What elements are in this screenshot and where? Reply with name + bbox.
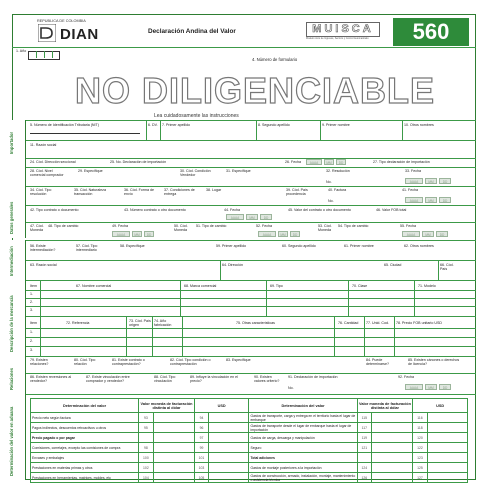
int-ciudad-label: 65. Ciudad [384, 263, 402, 267]
no-diligenciable-watermark: NO DILIGENCIABLE [74, 70, 435, 111]
fecha-52-year[interactable]: AAAA [258, 231, 276, 237]
valor-left-input-b[interactable] [209, 423, 249, 433]
dian-logo-text: DIAN [60, 26, 99, 43]
valor-left-input-a[interactable] [153, 433, 194, 443]
section-intermediacion: Intermediación [12, 240, 26, 280]
canones-label: 85. Existen cánones o derechos de licencia? [408, 358, 460, 366]
tipo-cambio-48-label: 48. Tipo de cambio [48, 224, 79, 228]
tipo-contrato-label: 42. Tipo contrato o documento [30, 208, 79, 212]
th-usd-left: USD [194, 399, 249, 413]
valor-right-input-d[interactable] [427, 453, 467, 463]
valor-right-code-c [357, 453, 371, 463]
ano-label: 1. Año [16, 49, 27, 53]
valor-right-input-d[interactable] [427, 423, 467, 433]
valor-left-code-b: 103 [194, 463, 208, 473]
fecha-92-month[interactable]: MM [425, 384, 437, 390]
fecha-26-label: 26. Fecha [285, 160, 301, 164]
ap2-label: 8. Segundo apellido [258, 123, 290, 127]
valor-row [31, 433, 468, 443]
item-2b: 2. [30, 339, 33, 343]
valor-right-input-d[interactable] [427, 433, 467, 443]
valor-right-label: Gastos de carga, descarga y manipulación [249, 433, 357, 443]
cantidad-header: 76. Cantidad [338, 321, 359, 325]
valor-row [31, 423, 468, 433]
valor-left-label: Comisiones, corretajes, excepto las comisiones de compra [31, 443, 139, 453]
valores-criterio-label: 90. Existen valores criterio? [254, 375, 280, 383]
fecha-33-label: 33. Fecha [405, 169, 421, 173]
valor-right-code-c: 121 [357, 443, 371, 453]
valor-right-input-c[interactable] [372, 443, 413, 453]
valor-left-label: Prestaciones en materias primas y otros [31, 463, 139, 473]
precio-fob-header: 78. Precio FOB unitario USD [396, 321, 442, 325]
valor-right-label: Gastos de transporte desde el lugar de embarque hasta el lugar de importación [249, 423, 357, 433]
valor-table [30, 398, 468, 483]
especifique-58-label: 58. Especifique [120, 244, 145, 248]
otras-caracteristicas-header: 75. Otras características [236, 321, 275, 325]
valor-left-label: Envases y embalajes [31, 453, 139, 463]
moneda-53-label: 53. Cód. Moneda [318, 224, 332, 232]
nit-label: 5. Número de Identificación Tributaria (NIT) [30, 123, 99, 127]
valor-left-code-a: 104 [139, 473, 153, 483]
n1-label: 9. Primer nombre [322, 123, 350, 127]
fecha-49-year[interactable]: AAAA [112, 231, 130, 237]
tipo-vinculacion-label: 88. Cód. Tipo vinculación [154, 375, 176, 383]
valor-left-input-b[interactable] [209, 473, 249, 483]
form-number-badge: 560 [393, 18, 469, 46]
muisca-wordmark: MUISCA [306, 22, 380, 37]
valor-right-input-d[interactable] [427, 413, 467, 423]
especifique-83-label: 83. Especifique [226, 358, 251, 362]
resolucion-no-label: No. [326, 180, 332, 184]
valor-left-input-b[interactable] [209, 453, 249, 463]
valor-left-code-b: 105 [194, 473, 208, 483]
section-datos-generales: Datos generales [12, 158, 26, 238]
valor-left-code-a: 95 [139, 423, 153, 433]
section-importador: Importador [12, 120, 26, 158]
valor-right-input-c[interactable] [372, 463, 413, 473]
valor-right-input-c[interactable] [372, 423, 413, 433]
int-pais-label: 66. Cód. País [440, 263, 454, 271]
puede-determinarse-label: 84. Puede determinarse? [366, 358, 389, 366]
nit-field[interactable] [30, 130, 140, 134]
valor-left-label: Pagos indirectos, descuentos retroactivos u otros [31, 423, 139, 433]
fecha-44-day[interactable]: DD [260, 214, 272, 220]
instructions-note: Lea cuidadosamente las instrucciones [154, 113, 239, 119]
valor-left-input-b[interactable] [209, 443, 249, 453]
fecha-92-label: 92. Fecha [398, 375, 414, 379]
fecha-52-month[interactable]: MM [278, 231, 288, 237]
int-n2-label: 62. Otros nombres [404, 244, 434, 248]
valor-right-code-d: 116 [413, 413, 427, 423]
dir-seccional-label: 24. Cód. Dirección seccional [30, 160, 76, 164]
valor-left-label: Precio neto según factura [31, 413, 139, 423]
fecha-92-day[interactable]: DD [439, 384, 451, 390]
nivel-comercial-label: 28. Cód. Nivel comercial comprador [30, 169, 64, 177]
numero-contrato-label: 43. Número contrato o otro documento [124, 208, 186, 212]
valor-right-code-c: 126 [357, 473, 371, 483]
valor-right-input-d[interactable] [427, 473, 467, 483]
valor-row [31, 443, 468, 453]
especifique-29-label: 29. Especifique [78, 169, 103, 173]
valor-left-code-b: 97 [194, 433, 208, 443]
fecha-49-label: 49. Fecha [112, 224, 128, 228]
fecha-33-day[interactable]: DD [439, 178, 451, 184]
valor-left-input-b[interactable] [209, 463, 249, 473]
int-ap1-label: 59. Primer apellido [216, 244, 246, 248]
unidad-header: 77. Unid. Cod. [366, 321, 389, 325]
valor-left-code-a: 100 [139, 453, 153, 463]
forma-envio-label: 36. Cód. Forma de envío [124, 188, 154, 196]
fecha-55-year[interactable]: AAAA [402, 231, 420, 237]
item-3b: 3. [30, 348, 33, 352]
form-title: Declaración Andina del Valor [148, 28, 236, 35]
pais-origen-header: 73. Cód. País origen [129, 319, 151, 327]
n2-label: 10. Otros nombres [404, 123, 434, 127]
reversiones-label: 86. Existen reversiones al vendedor? [30, 375, 72, 383]
valor-left-code-b: 99 [194, 443, 208, 453]
especifique-31-label: 31. Especifique [226, 169, 251, 173]
ap1-label: 7. Primer apellido [162, 123, 190, 127]
dv-label: 6. DV. [148, 123, 158, 127]
tipo-declaracion-label: 27. Tipo declaración de importación [373, 160, 430, 164]
item-1: 1. [30, 292, 33, 296]
item-header-2: Item [30, 321, 37, 325]
naturaleza-label: 35. Cód. Naturaleza transacción [74, 188, 106, 196]
valor-contrato-label: 45. Valor del contrato o otro documento [288, 208, 351, 212]
valor-left-label: Precio pagado o por pagar [31, 433, 139, 443]
tipo-intermediario-label: 57. Cód. Tipo intermediario [76, 244, 98, 252]
item-3: 3. [30, 308, 33, 312]
fecha-52-day[interactable]: DD [290, 231, 300, 237]
vinculacion-label: 87. Existe vinculación entre comprador y vendedor? [86, 375, 130, 383]
fecha-52-label: 52. Fecha [256, 224, 272, 228]
valor-right-code-d: 127 [413, 473, 427, 483]
valor-right-code-c: 115 [357, 413, 371, 423]
nombre-comercial-header: 67. Nombre comercial [76, 284, 112, 288]
valor-left-code-a [139, 433, 153, 443]
valor-right-input-c[interactable] [372, 473, 413, 483]
fecha-41-label: 41. Fecha [402, 188, 418, 192]
tipo-resolucion-label: 34. Cód. Tipo resolución [30, 188, 52, 196]
fecha-26-year[interactable]: AAAA [306, 159, 322, 165]
declaracion-91-label: 91. Declaración de importación [288, 375, 338, 379]
formulario-label: 4. Número de formulario [252, 57, 298, 62]
th-moneda-right: Valor moneda de facturación distinta al dólar [357, 399, 413, 413]
valor-left-label: Prestaciones en herramientas, matrices, moldes, etc [31, 473, 139, 483]
fecha-33-year[interactable]: AAAA [405, 178, 423, 184]
valor-left-input-a[interactable] [153, 453, 194, 463]
fecha-44-label: 44. Fecha [224, 208, 240, 212]
section-relaciones: Relaciones [12, 356, 26, 394]
ano-fabricacion-header: 74. Año fabricación [154, 319, 172, 327]
valor-left-code-a: 102 [139, 463, 153, 473]
influye-vinculacion-label: 89. Influye la vinculación en el precio? [190, 375, 238, 383]
item-1b: 1. [30, 330, 33, 334]
fecha-55-label: 55. Fecha [400, 224, 416, 228]
fecha-55-month[interactable]: MM [422, 231, 434, 237]
valor-right-code-c: 119 [357, 433, 371, 443]
section-mercancia: Descripción de la mercancía [12, 280, 26, 356]
item-header: Item [30, 284, 37, 288]
valor-left-input-b[interactable] [209, 413, 249, 423]
moneda-50-label: 50. Cód. Moneda [174, 224, 188, 232]
valor-left-code-b: 96 [194, 423, 208, 433]
valor-right-code-d: 125 [413, 463, 427, 473]
fecha-44-month[interactable]: MM [246, 214, 258, 220]
existe-contrato-label: 81. Existe contrato o contraprestación? [112, 358, 145, 366]
republica-label: REPUBLICA DE COLOMBIA [37, 19, 86, 23]
section-valor: Determinación del valor en aduana [12, 394, 26, 480]
tipo-header: 69. Tipo [270, 284, 283, 288]
valor-right-input-c[interactable] [372, 413, 413, 423]
fecha-26-month[interactable]: MM [324, 159, 334, 165]
tipo-condicion-label: 82. Cód. Tipo condición o contraprestación [170, 358, 211, 366]
valor-right-code-c: 117 [357, 423, 371, 433]
existe-intermediacion-label: 56. Existe intermediación? [30, 244, 56, 252]
valor-right-label: Gastos de construcción, armado, instalación, montaje, mantenimiento o asistencia técnica [250, 473, 356, 482]
condiciones-entrega-label: 37. Condiciones de entrega [164, 188, 195, 196]
valor-row [31, 453, 468, 463]
int-razon-label: 63. Razón social [30, 263, 57, 267]
lugar-label: 38. Lugar [206, 188, 222, 192]
th-moneda-left: Valor moneda de facturación distinta al dólar [139, 399, 195, 413]
fecha-92-year[interactable]: AAAA [405, 384, 423, 390]
valor-right-input-d[interactable] [427, 463, 467, 473]
th-determinacion-left: Determinación del valor [31, 399, 139, 413]
tipo-cambio-51-label: 51. Tipo de cambio [196, 224, 227, 228]
fecha-33-month[interactable]: MM [425, 178, 437, 184]
pais-procedencia-label: 39. Cód. País procedencia [286, 188, 308, 196]
valor-right-code-d: 122 [413, 443, 427, 453]
valor-row [31, 463, 468, 473]
fecha-26-day[interactable]: DD [336, 159, 346, 165]
valor-right-label: Gastos de transporte, carga y entrega en el territorio hasta el lugar de embarque [250, 413, 356, 422]
valor-left-code-b: 101 [194, 453, 208, 463]
valor-left-input-b[interactable] [209, 433, 249, 443]
fecha-49-day[interactable]: DD [144, 231, 154, 237]
int-direccion-label: 64. Dirección [222, 263, 243, 267]
existen-relaciones-label: 79. Existen relaciones? [30, 358, 49, 366]
int-n1-label: 61. Primer nombre [344, 244, 374, 248]
moneda-47-label: 47. Cód. Moneda [30, 224, 44, 232]
int-ap2-label: 60. Segundo apellido [282, 244, 316, 248]
valor-left-input-a[interactable] [153, 443, 194, 453]
razon-label: 11. Razón social [30, 143, 57, 147]
modelo-header: 71. Modelo [418, 284, 436, 288]
valor-row [31, 413, 468, 423]
valor-left-input-a[interactable] [153, 413, 194, 423]
valor-left-code-a: 98 [139, 443, 153, 453]
fecha-55-day[interactable]: DD [436, 231, 448, 237]
condicion-vendedor-label: 30. Cód. Condición Vendedor [180, 169, 211, 177]
valor-right-input-d[interactable] [427, 443, 467, 453]
valor-left-code-b: 94 [194, 413, 208, 423]
clase-header: 70. Clase [352, 284, 368, 288]
th-usd-right: USD [413, 399, 468, 413]
no-declaracion-label: 25. No. Declaración de importación [110, 160, 167, 164]
valor-right-code-d: 120 [413, 433, 427, 443]
tipo-relacion-label: 80. Cód. Tipo relación [74, 358, 96, 366]
valor-right-label: Total adiciones [249, 453, 357, 463]
fecha-44-year[interactable]: AAAA [226, 214, 244, 220]
valor-left-input-a[interactable] [153, 463, 194, 473]
fecha-49-month[interactable]: MM [132, 231, 142, 237]
valor-right-code-d: 118 [413, 423, 427, 433]
valor-row [31, 473, 468, 483]
valor-fob-label: 46. Valor FOB total [376, 208, 407, 212]
item-2: 2. [30, 300, 33, 304]
marca-header: 68. Marca comercial [184, 284, 217, 288]
valor-right-input-c[interactable] [372, 433, 413, 443]
factura-label: 40. Factura [328, 188, 347, 192]
fecha-41-year[interactable]: AAAA [405, 197, 423, 203]
declaracion-no-label: No. [288, 386, 294, 390]
valor-right-code-c: 124 [357, 463, 371, 473]
muisca-subtitle: Modelo único de Ingresos, Servicio y Control Automatizado [306, 37, 369, 40]
th-determinacion-right: Determinación del valor [249, 399, 357, 413]
factura-no-label: No. [328, 199, 334, 203]
valor-right-label: Gastos de montaje posteriores a la importación [249, 463, 357, 473]
valor-left-input-a[interactable] [153, 473, 194, 483]
fecha-41-day[interactable]: DD [439, 197, 451, 203]
resolucion-label: 32. Resolución [326, 169, 350, 173]
fecha-41-month[interactable]: MM [425, 197, 437, 203]
valor-left-input-a[interactable] [153, 423, 194, 433]
valor-right-label: Seguro [249, 443, 357, 453]
referencia-header: 72. Referencia [66, 321, 90, 325]
valor-right-input-c[interactable] [372, 453, 413, 463]
tipo-cambio-54-label: 54. Tipo de cambio [338, 224, 369, 228]
valor-left-code-a: 93 [139, 413, 153, 423]
valor-right-code-d: 123 [413, 453, 427, 463]
